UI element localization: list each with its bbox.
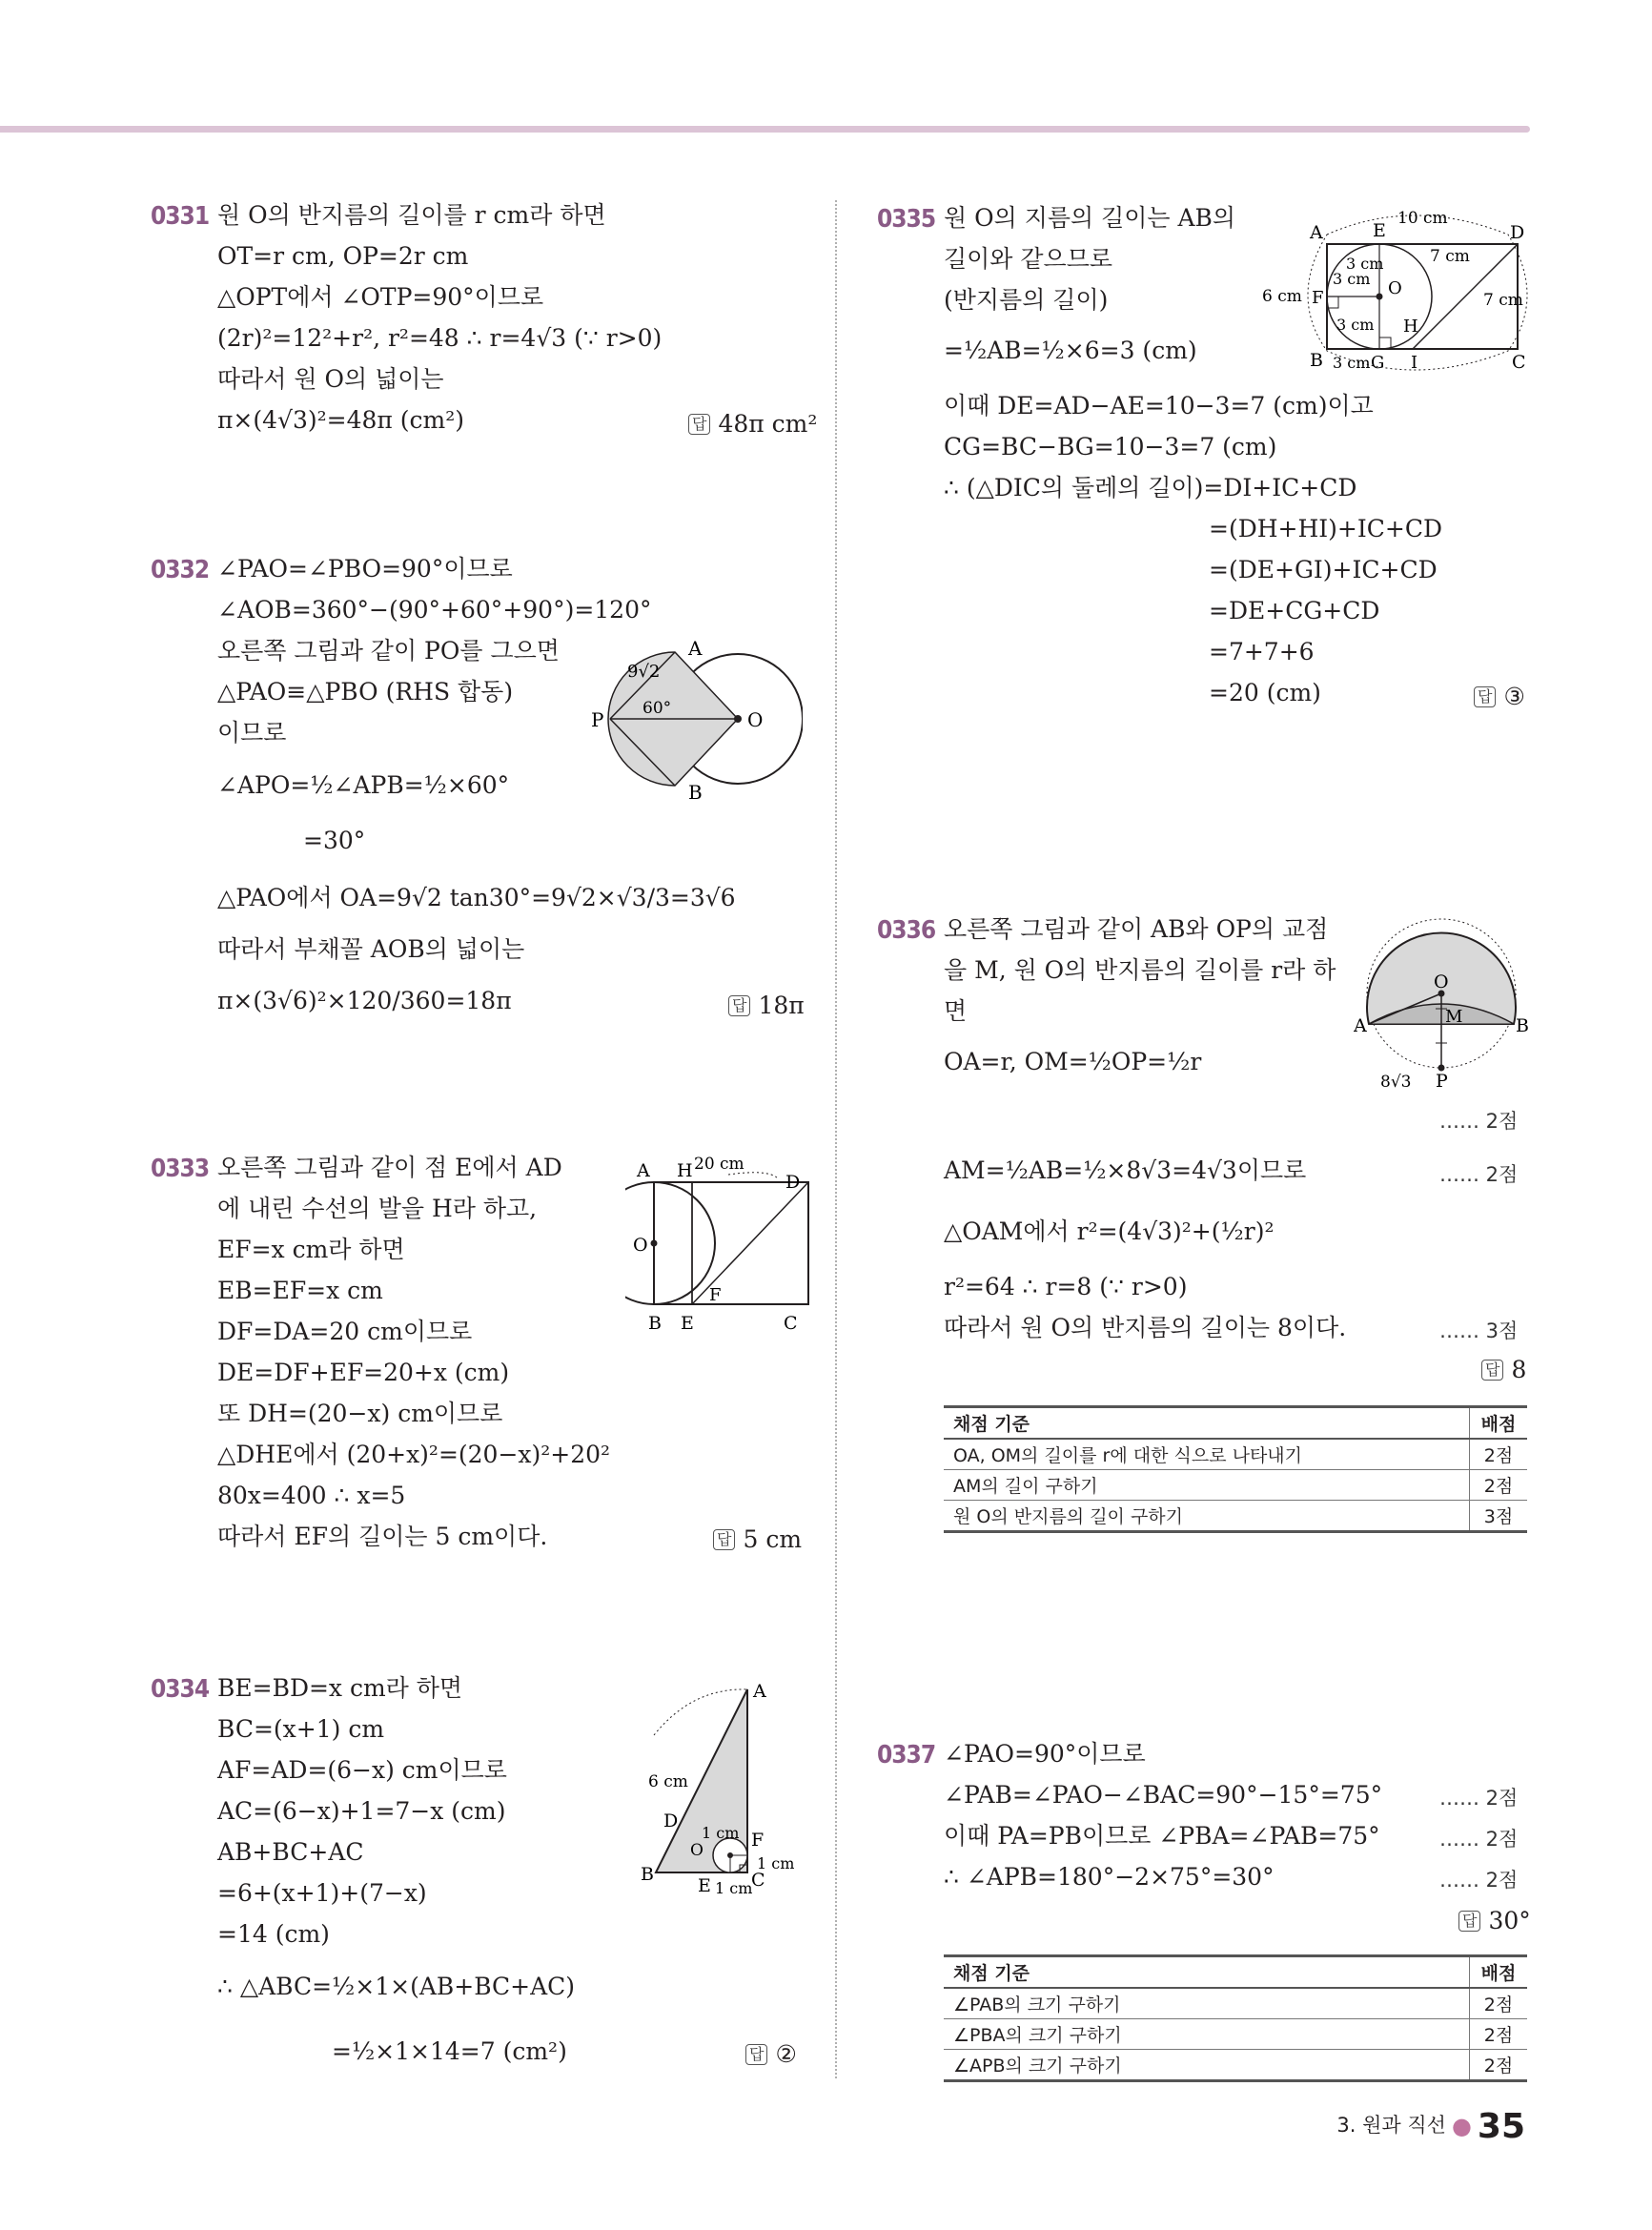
- solution-line: 이므로: [217, 719, 287, 747]
- solution-line: 길이와 같으므로: [944, 245, 1112, 273]
- solution-line: △PAO에서 OA=9√2 tan30°=9√2×√3/3=3√6: [217, 884, 736, 911]
- label: 3 cm: [1346, 255, 1384, 273]
- answer-mark: 답: [1481, 1360, 1503, 1381]
- answer-mark: 답: [745, 2044, 767, 2065]
- solution-line: ∴ △ABC=½×1×(AB+BC+AC): [217, 1973, 576, 2000]
- label: 3 cm: [1333, 270, 1371, 288]
- label: P: [1436, 1071, 1448, 1092]
- square-circle-figure-0333: [625, 1148, 816, 1339]
- solution-line: π×(4√3)²=48π (cm²): [217, 406, 465, 434]
- solution-line: AM=½AB=½×8√3=4√3이므로: [944, 1156, 1307, 1184]
- problem-number: 0333: [151, 1155, 210, 1183]
- solution-line: 을 M, 원 O의 반지름의 길이를 r라 하: [944, 956, 1336, 984]
- table-cell: 2점: [1470, 2050, 1528, 2081]
- label: C: [751, 1870, 765, 1891]
- label: 1 cm: [757, 1854, 795, 1872]
- solution-line: 80x=400 ∴ x=5: [217, 1482, 406, 1509]
- score-points: …… 2점: [1439, 1110, 1519, 1133]
- table-row: [944, 1501, 1527, 1532]
- problem-number: 0337: [877, 1741, 936, 1770]
- answer-value: 18π: [758, 992, 805, 1019]
- answer-value: ③: [1503, 683, 1525, 710]
- solution-line: ∠PAO=∠PBO=90°이므로: [217, 555, 513, 583]
- label: 1 cm: [715, 1879, 753, 1897]
- solution-line: 이때 PA=PB이므로 ∠PBA=∠PAB=75°: [944, 1822, 1380, 1850]
- solution-line: r²=64 ∴ r=8 (∵ r>0): [944, 1273, 1188, 1300]
- table-header: 배점: [1470, 1956, 1528, 1989]
- solution-line: AB+BC+AC: [217, 1838, 364, 1866]
- solution-line: 원 O의 반지름의 길이를 r cm라 하면: [217, 201, 606, 229]
- table-cell: 2점: [1470, 1439, 1528, 1470]
- answer-mark: 답: [1458, 1911, 1480, 1932]
- label: D: [1510, 222, 1525, 243]
- label: M: [1445, 1007, 1463, 1027]
- label: B: [648, 1313, 662, 1334]
- solution-line: =6+(x+1)+(7−x): [217, 1879, 427, 1907]
- answer-value: ②: [775, 2040, 797, 2068]
- solution-line: 따라서 원 O의 반지름의 길이는 8이다.: [944, 1314, 1347, 1341]
- label: O: [633, 1235, 648, 1256]
- solution-line: △OAM에서 r²=(4√3)²+(½r)²: [944, 1217, 1275, 1245]
- label: B: [688, 781, 703, 799]
- solution-line: DF=DA=20 cm이므로: [217, 1318, 473, 1345]
- label: 60°: [642, 699, 672, 718]
- answer-mark: 답: [1474, 686, 1496, 707]
- solution-line: ∴ ∠APB=180°−2×75°=30°: [944, 1863, 1275, 1891]
- answer: [1474, 683, 1525, 710]
- label: 7 cm: [1483, 291, 1523, 310]
- answer: [728, 992, 805, 1019]
- answer-mark: 답: [728, 995, 750, 1016]
- rectangle-circle-figure-0335: [1260, 202, 1537, 383]
- table-cell: ∠PAB의 크기 구하기: [944, 1988, 1470, 2019]
- score-points: …… 2점: [1439, 1828, 1519, 1851]
- solution-line: EB=EF=x cm: [217, 1277, 383, 1304]
- solution-line: △PAO≡△PBO (RHS 합동): [217, 678, 514, 706]
- label: E: [681, 1313, 694, 1334]
- label: C: [784, 1313, 798, 1334]
- label: B: [1516, 1015, 1529, 1036]
- answer-value: 8: [1511, 1356, 1527, 1383]
- answer: [745, 2040, 797, 2068]
- solution-line: 따라서 부채꼴 AOB의 넓이는: [217, 935, 525, 963]
- solution-line: △OPT에서 ∠OTP=90°이므로: [217, 283, 544, 311]
- table-cell: 3점: [1470, 1501, 1528, 1532]
- column-divider: [835, 200, 837, 2078]
- answer: [1481, 1356, 1526, 1383]
- solution-line: ∠AOB=360°−(90°+60°+90°)=120°: [217, 596, 652, 624]
- table-row: [944, 2050, 1527, 2081]
- header-bar: [0, 126, 1530, 133]
- solution-line: π×(3√6)²×120/360=18π: [217, 987, 512, 1014]
- table-row: [944, 1988, 1527, 2019]
- solution-line: 오른쪽 그림과 같이 PO를 그으면: [217, 637, 560, 665]
- solution-line: OA=r, OM=½OP=½r: [944, 1048, 1202, 1075]
- label: A: [753, 1681, 766, 1702]
- solution-line: =7+7+6: [1209, 638, 1315, 665]
- solution-line: 또 DH=(20−x) cm이므로: [217, 1400, 503, 1427]
- label: 3 cm: [1336, 316, 1375, 334]
- label: 20 cm: [694, 1155, 744, 1174]
- solution-line: ∠APO=½∠APB=½×60°: [217, 771, 510, 799]
- problem-number: 0334: [151, 1675, 210, 1704]
- solution-line: =½AB=½×6=3 (cm): [944, 337, 1197, 364]
- table-cell: 원 O의 반지름의 길이 구하기: [944, 1501, 1470, 1532]
- solution-line: DE=DF+EF=20+x (cm): [217, 1359, 510, 1386]
- table-cell: ∠PBA의 크기 구하기: [944, 2019, 1470, 2050]
- label: O: [1388, 278, 1402, 298]
- solution-line: OT=r cm, OP=2r cm: [217, 242, 469, 270]
- label: 6 cm: [648, 1772, 688, 1791]
- label: O: [690, 1841, 704, 1860]
- page-number: 35: [1477, 2107, 1525, 2146]
- solution-line: ∠PAO=90°이므로: [944, 1740, 1146, 1768]
- solution-line: 면: [944, 997, 968, 1025]
- solution-line: (2r)²=12²+r², r²=48 ∴ r=4√3 (∵ r>0): [217, 324, 663, 352]
- answer: [688, 410, 817, 438]
- label: H: [1403, 317, 1418, 337]
- label: A: [688, 637, 703, 660]
- label: E: [1373, 220, 1386, 241]
- label: A: [1354, 1015, 1367, 1036]
- table-cell: AM의 길이 구하기: [944, 1470, 1470, 1501]
- solution-line: =(DE+GI)+IC+CD: [1209, 556, 1438, 583]
- solution-line: =(DH+HI)+IC+CD: [1209, 515, 1442, 542]
- solution-line: =DE+CG+CD: [1209, 597, 1380, 624]
- label: 3 cm: [1333, 354, 1371, 372]
- solution-line: △DHE에서 (20+x)²=(20−x)²+20²: [217, 1441, 611, 1468]
- solution-line: AF=AD=(6−x) cm이므로: [217, 1756, 507, 1784]
- label: 8√3: [1380, 1073, 1412, 1092]
- label: 10 cm: [1397, 209, 1448, 228]
- label: E: [698, 1875, 711, 1896]
- label: 6 cm: [1262, 287, 1302, 306]
- solution-line: ∴ (△DIC의 둘레의 길이)=DI+IC+CD: [944, 474, 1357, 501]
- tangent-figure-0332: [583, 637, 803, 799]
- score-points: …… 2점: [1439, 1163, 1519, 1186]
- solution-line: EF=x cm라 하면: [217, 1236, 405, 1263]
- problem-number: 0335: [877, 205, 936, 234]
- solution-line: =30°: [303, 827, 366, 854]
- answer-value: 30°: [1488, 1907, 1531, 1934]
- table-cell: 2점: [1470, 1988, 1528, 2019]
- incircle-figure-0334: [635, 1668, 826, 1897]
- answer-value: 5 cm: [743, 1525, 803, 1553]
- label: G: [1371, 353, 1385, 373]
- label: A: [1310, 222, 1323, 243]
- problem-number: 0332: [151, 556, 210, 584]
- solution-line: 따라서 원 O의 넓이는: [217, 365, 444, 393]
- solution-line: 오른쪽 그림과 같이 AB와 OP의 교점: [944, 915, 1329, 943]
- solution-line: 에 내린 수선의 발을 H라 하고,: [217, 1195, 538, 1222]
- solution-line: 따라서 EF의 길이는 5 cm이다.: [217, 1523, 548, 1550]
- label: D: [785, 1172, 801, 1193]
- table-row: [944, 1439, 1527, 1470]
- label: O: [1434, 972, 1449, 992]
- table-cell: OA, OM의 길이를 r에 대한 식으로 나타내기: [944, 1439, 1470, 1470]
- solution-line: 원 O의 지름의 길이는 AB의: [944, 204, 1236, 232]
- table-cell: ∠APB의 크기 구하기: [944, 2050, 1470, 2081]
- table-cell: 2점: [1470, 1470, 1528, 1501]
- table-row: [944, 2019, 1527, 2050]
- chord-circle-figure-0336: [1354, 902, 1535, 1093]
- chapter-title: 3. 원과 직선: [1336, 2114, 1446, 2137]
- table-header: 채점 기준: [944, 1956, 1470, 1989]
- label: D: [663, 1811, 679, 1831]
- label: F: [1312, 288, 1324, 308]
- label: B: [641, 1864, 654, 1885]
- label: H: [677, 1160, 693, 1181]
- label: 9√2: [627, 662, 661, 682]
- label: O: [747, 708, 764, 731]
- label: P: [591, 708, 604, 731]
- table-cell: 2점: [1470, 2019, 1528, 2050]
- solution-line: =14 (cm): [217, 1920, 330, 1948]
- scoring-table: [944, 1954, 1527, 2082]
- label: F: [709, 1285, 722, 1305]
- page-footer: [1336, 2107, 1525, 2146]
- label: B: [1310, 350, 1323, 371]
- scoring-table: [944, 1405, 1527, 1533]
- label: 1 cm: [702, 1824, 740, 1842]
- solution-line: BC=(x+1) cm: [217, 1715, 385, 1743]
- solution-line: =½×1×14=7 (cm²): [332, 2037, 567, 2065]
- label: I: [1411, 353, 1418, 373]
- solution-line: =20 (cm): [1209, 679, 1321, 706]
- label: F: [751, 1830, 765, 1851]
- solution-line: (반지름의 길이): [944, 286, 1109, 314]
- score-points: …… 3점: [1439, 1320, 1519, 1342]
- label: 7 cm: [1430, 247, 1470, 266]
- answer-mark: 답: [713, 1529, 735, 1550]
- answer: [713, 1525, 802, 1553]
- solution-line: BE=BD=x cm라 하면: [217, 1674, 463, 1702]
- solution-line: ∠PAB=∠PAO−∠BAC=90°−15°=75°: [944, 1781, 1383, 1809]
- answer-mark: 답: [688, 414, 710, 435]
- label: C: [1512, 352, 1526, 373]
- label: A: [637, 1160, 650, 1181]
- table-row: [944, 1470, 1527, 1501]
- table-header: 채점 기준: [944, 1407, 1470, 1440]
- problem-number: 0336: [877, 916, 936, 945]
- answer: [1458, 1907, 1531, 1934]
- solution-line: AC=(6−x)+1=7−x (cm): [217, 1797, 506, 1825]
- bullet-icon: ●: [1451, 2113, 1472, 2139]
- solution-line: 이때 DE=AD−AE=10−3=7 (cm)이고: [944, 392, 1374, 419]
- problem-number: 0331: [151, 202, 210, 231]
- table-header: 배점: [1470, 1407, 1528, 1440]
- answer-value: 48π cm²: [718, 410, 818, 438]
- score-points: …… 2점: [1439, 1869, 1519, 1892]
- solution-line: 오른쪽 그림과 같이 점 E에서 AD: [217, 1154, 562, 1181]
- score-points: …… 2점: [1439, 1787, 1519, 1810]
- solution-line: CG=BC−BG=10−3=7 (cm): [944, 433, 1277, 460]
